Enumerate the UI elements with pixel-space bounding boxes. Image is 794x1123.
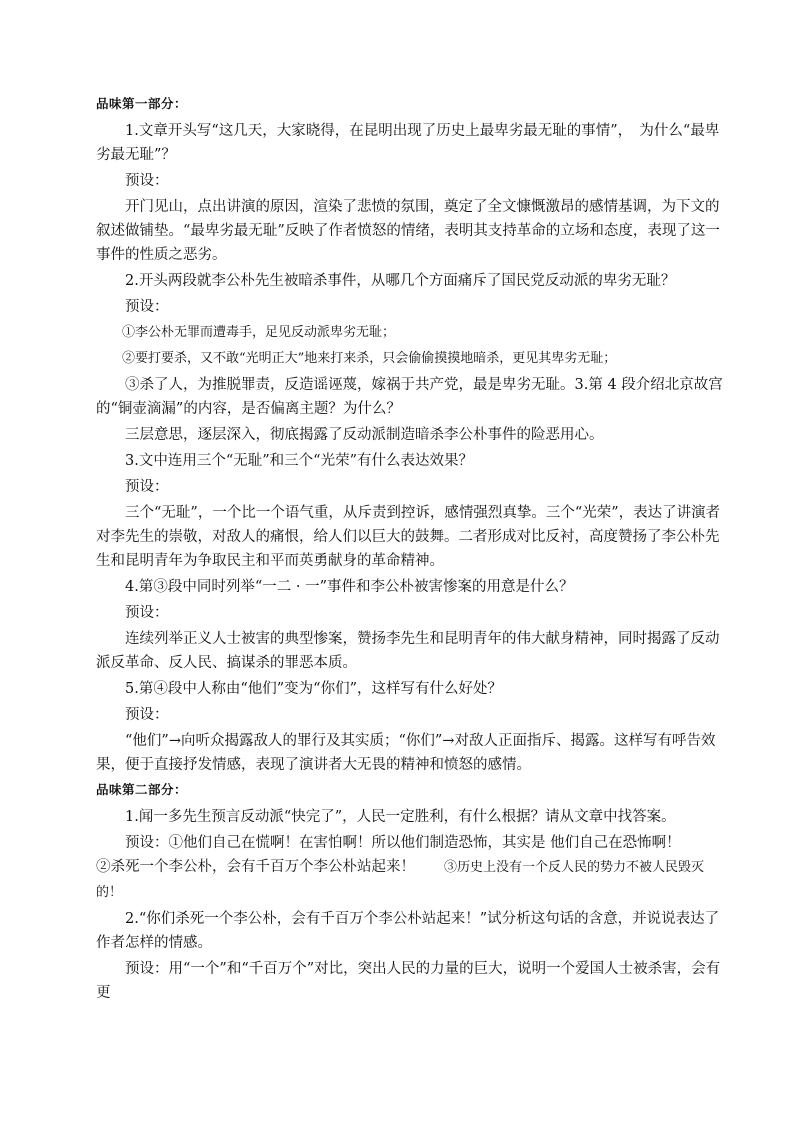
answer-2-1 bbox=[96, 831, 724, 905]
section-heading-2: 品味第二部分： bbox=[96, 782, 188, 797]
preset-label: 预设： bbox=[125, 479, 169, 495]
answer-1-4: 连续列举正义人士被害的典型惨案，赞扬李先生和昆明青年的伟大献身精神，同时揭露了反动派反革命、反人民、搞谋杀的罪恶本质。 bbox=[96, 631, 720, 671]
section-heading-1: 品味第一部分： bbox=[96, 96, 188, 111]
question-1-3: 3.文中连用三个“无耻”和三个“光荣”有什么表达效果？ bbox=[125, 453, 473, 469]
answer-2-1-b: ③历史上没有一个反人民的势力不被人民毁灭的！ bbox=[96, 860, 705, 900]
question-1-1: 1.文章开头写“这几天，大家晓得，在昆明出现了历史上最卑劣最无耻的事情”， 为什么“最卑劣最无耻”？ bbox=[96, 123, 720, 163]
answer-2-1-a: 预设：①他们自己在慌啊！在害怕啊！所以他们制造恐怖，其实是 他们自己在恐怖啊！ ②杀死一个李公朴，会有千百万个李公朴站起来！ bbox=[96, 835, 710, 875]
answer-1-2-point-3: ③杀了人，为推脱罪责，反造谣诬蔑，嫁祸于共产党，最是卑劣无耻。3.第 4 段介绍北京故宫的“铜壶滴漏”的内容，是否偏离主题？为什么？ bbox=[96, 377, 723, 417]
question-1-5: 5.第④段中人称由“他们”变为“你们”，这样写有什么好处？ bbox=[125, 681, 502, 697]
question-1-2: 2.开头两段就李公朴先生被暗杀事件，从哪几个方面痛斥了国民党反动派的卑劣无耻？ bbox=[125, 273, 676, 289]
question-1-4: 4.第③段中同时列举“一二 · 一”事件和李公朴被害惨案的用意是什么？ bbox=[125, 579, 574, 595]
answer-1-2-point-1: ①李公朴无罪而遭毒手，足见反动派卑劣无耻； bbox=[122, 325, 396, 340]
preset-label: 预设： bbox=[125, 299, 169, 315]
preset-label: 预设： bbox=[125, 707, 169, 723]
answer-2-2: 预设：用“一个”和“千百万个”对比，突出人民的力量的巨大，说明一个爱国人士被杀害，会有更 bbox=[96, 961, 721, 1001]
question-2-2: 2.“你们杀死一个李公朴，会有千百万个李公朴站起来！”试分析这句话的含意，并说说表达了作者怎样的情感。 bbox=[96, 911, 720, 951]
question-2-1: 1.闻一多先生预言反动派“快完了”，人民一定胜利，有什么根据？请从文章中找答案。 bbox=[125, 809, 676, 825]
preset-label: 预设： bbox=[125, 173, 169, 189]
answer-1-2-point-2: ②要打要杀，又不敢“光明正大”地来打来杀，只会偷偷摸摸地暗杀，更见其卑劣无耻； bbox=[122, 351, 617, 366]
answer-1-2-summary: 三层意思，逐层深入，彻底揭露了反动派制造暗杀李公朴事件的险恶用心。 bbox=[125, 427, 604, 443]
preset-label: 预设： bbox=[125, 605, 169, 621]
answer-1-3: 三个“无耻”，一个比一个语气重，从斥责到控诉，感情强烈真挚。三个“光荣”，表达了讲演者对李先生的崇敬，对敌人的痛恨，给人们以巨大的鼓舞。二者形成对比反衬，高度赞扬了李公朴先生和昆明青年为争取民主和平而英勇献身的革命精神。 bbox=[96, 505, 721, 569]
answer-1-1: 开门见山，点出讲演的原因，渲染了悲愤的氛围，奠定了全文慷慨激昂的感情基调，为下文的叙述做铺垫。“最卑劣最无耻”反映了作者愤怒的情绪，表明其支持革命的立场和态度，表现了这一事件的性质之恶劣。 bbox=[96, 199, 720, 263]
answer-1-5: “他们”→向听众揭露敌人的罪行及其实质；“你们”→对敌人正面指斥、揭露。这样写有呼告效果，便于直接抒发情感，表现了演讲者大无畏的精神和愤怒的感情。 bbox=[96, 733, 716, 773]
